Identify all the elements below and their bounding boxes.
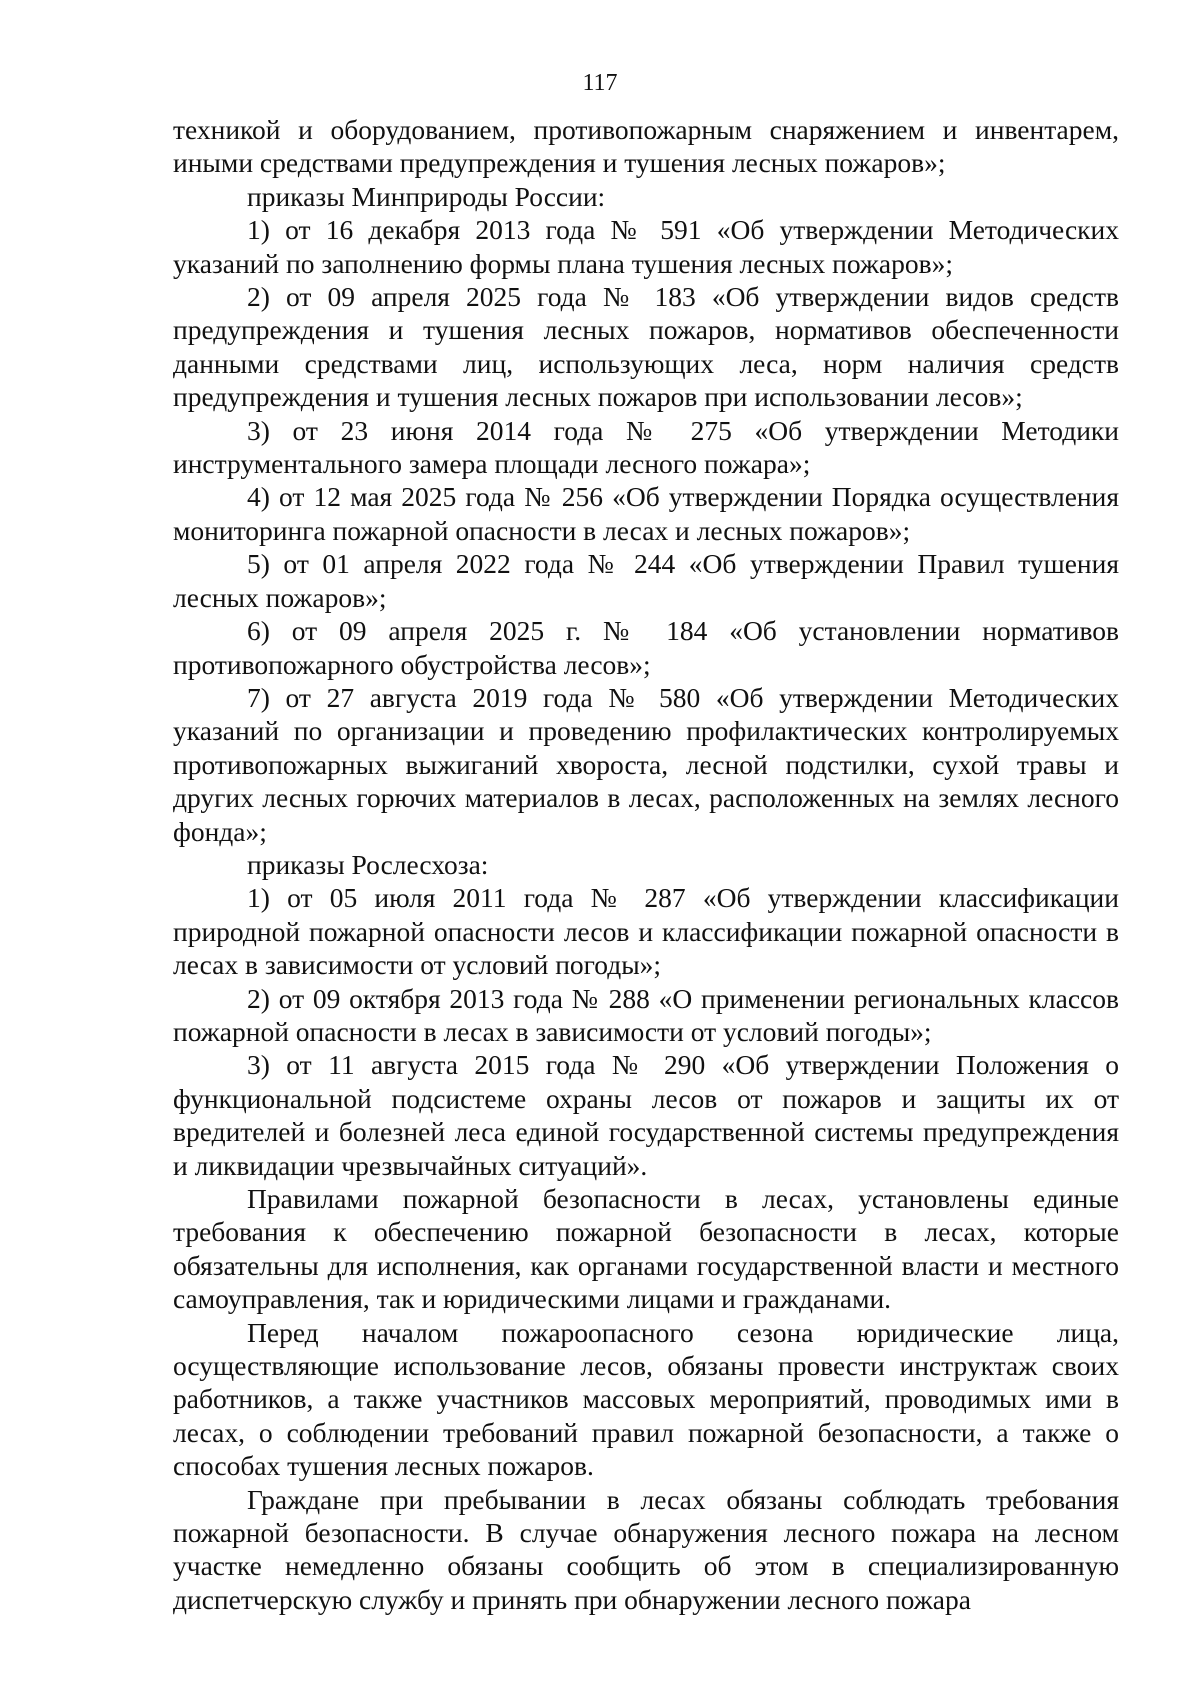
paragraph-6: 4) от 12 мая 2025 года № 256 «Об утверждении Порядка осуществления мониторинга пожарной опасности в лесах и лесных пожаров»; — [173, 481, 1119, 546]
paragraph-8: 6) от 09 апреля 2025 г. № 184 «Об установлении нормативов противопожарного обустройства лесов»; — [173, 615, 1119, 680]
paragraph-4: 2) от 09 апреля 2025 года № 183 «Об утверждении видов средств предупреждения и тушения лесных пожаров, нормативов обеспеченности данными средствами лиц, использующих леса, норм наличия средств предупреждения и тушения лесных пожаров при использовании лесов»; — [173, 281, 1119, 413]
paragraph-11: 1) от 05 июля 2011 года № 287 «Об утверждении классификации природной пожарной опасности лесов и классификации пожарной опасности в лесах в зависимости от условий погоды»; — [173, 882, 1119, 981]
paragraph-3: 1) от 16 декабря 2013 года № 591 «Об утверждении Методических указаний по заполнению формы плана тушения лесных пожаров»; — [173, 214, 1119, 279]
paragraph-14: Правилами пожарной безопасности в лесах, установлены единые требования к обеспечению пожарной безопасности в лесах, которые обязательны для исполнения, как органами государственной власти и местного самоуправления, так и юридическими лицами и гражданами. — [173, 1183, 1119, 1315]
paragraph-7: 5) от 01 апреля 2022 года № 244 «Об утверждении Правил тушения лесных пожаров»; — [173, 548, 1119, 613]
paragraph-1: техникой и оборудованием, противопожарным снаряжением и инвентарем, иными средствами предупреждения и тушения лесных пожаров»; — [173, 114, 1119, 179]
page-number: 117 — [582, 70, 618, 96]
paragraph-15: Перед началом пожароопасного сезона юридические лица, осуществляющие использование лесов, обязаны провести инструктаж своих работников, а также участников массовых мероприятий, проводимых ими в лесах, о соблюдении требований правил пожарной безопасности, а также о способах тушения лесных пожаров. — [173, 1316, 1119, 1482]
paragraph-2: приказы Минприроды России: — [247, 180, 606, 212]
paragraph-5: 3) от 23 июня 2014 года № 275 «Об утверждении Методики инструментального замера площади лесного пожара»; — [173, 414, 1119, 480]
paragraph-10: приказы Рослесхоза: — [247, 848, 489, 880]
paragraph-12: 2) от 09 октября 2013 года № 288 «О применении региональных классов пожарной опасности в лесах в зависимости от условий погоды»; — [173, 982, 1119, 1047]
body-text — [173, 113, 1119, 1616]
paragraph-13: 3) от 11 августа 2015 года № 290 «Об утверждении Положения о функциональной подсистеме охраны лесов от пожаров и защиты их от вредителей и болезней леса единой государственной системы предупреждения и ликвидации чрезвычайных ситуаций». — [173, 1049, 1119, 1181]
paragraph-9: 7) от 27 августа 2019 года № 580 «Об утверждении Методических указаний по организации и проведению профилактических контролируемых противопожарных выжиганий хвороста, лесной подстилки, сухой травы и других лесных горючих материалов в лесах, расположенных на землях лесного фонда»; — [173, 681, 1119, 847]
paragraph-16: Граждане при пребывании в лесах обязаны соблюдать требования пожарной безопасности. В случае обнаружения лесного пожара на лесном участке немедленно обязаны сообщить об этом в специализированную диспетчерскую службу и принять при обнаружении лесного пожара — [173, 1483, 1119, 1615]
